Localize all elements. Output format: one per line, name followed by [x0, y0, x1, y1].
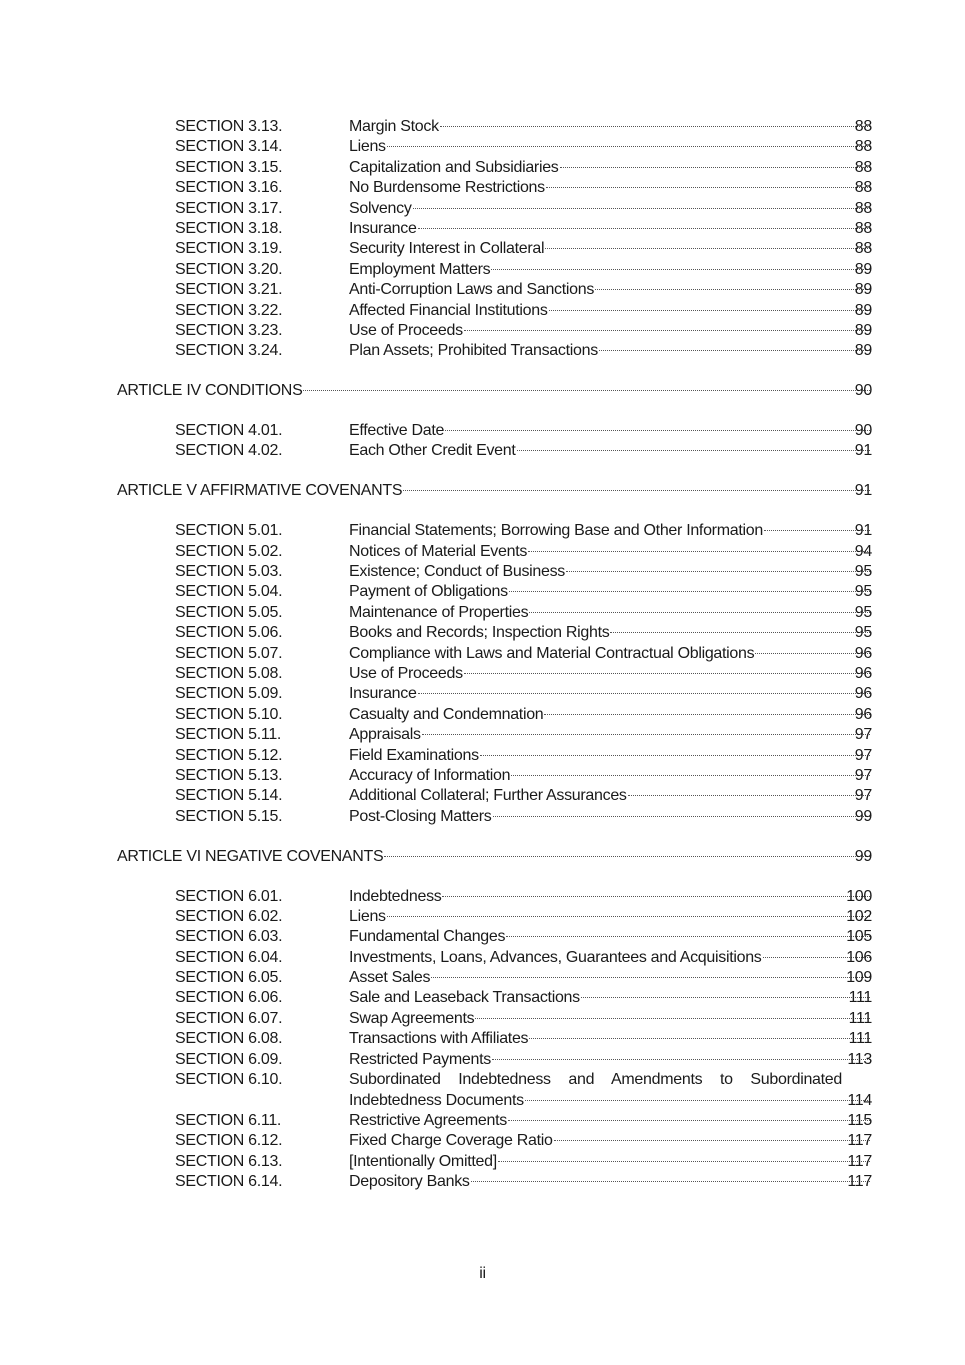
dot-leader	[508, 1120, 870, 1121]
toc-section-row	[0, 521, 965, 541]
section-title: Insurance	[349, 685, 417, 703]
section-title: Accuracy of Information	[349, 766, 511, 784]
page-ref: 105	[846, 928, 872, 946]
dot-leader	[387, 146, 870, 147]
section-title: Additional Collateral; Further Assurances	[349, 787, 627, 805]
section-title: Effective Date	[349, 422, 445, 440]
toc-section-row	[0, 948, 965, 968]
toc-section-row	[0, 927, 965, 947]
page-ref: 97	[854, 746, 872, 764]
entry-title-wrap	[349, 178, 872, 198]
section-number: SECTION 5.06.	[175, 624, 283, 642]
section-title: Liens	[349, 138, 386, 156]
page-ref: 89	[854, 342, 872, 360]
dot-leader	[509, 591, 870, 592]
page-ref: 117	[847, 1132, 872, 1150]
section-number: SECTION 5.07.	[175, 644, 283, 662]
section-title: Existence; Conduct of Business	[349, 563, 566, 581]
section-title: Indebtedness	[349, 887, 442, 905]
page-ref: 97	[854, 787, 872, 805]
section-number: SECTION 3.22.	[175, 301, 283, 319]
section-number: SECTION 5.04.	[175, 583, 283, 601]
toc-section-row	[0, 562, 965, 582]
entry-title-wrap	[349, 725, 872, 745]
toc-section-row	[0, 582, 965, 602]
entry-title-wrap	[349, 1152, 872, 1172]
dot-leader	[566, 571, 870, 572]
page-ref: 94	[854, 542, 872, 560]
dot-leader	[560, 167, 871, 168]
article-title: ARTICLE VI NEGATIVE COVENANTS	[117, 847, 384, 865]
section-title: Investments, Loans, Advances, Guarantees and Acquisitions	[349, 948, 762, 966]
section-number: SECTION 6.13.	[175, 1152, 283, 1170]
toc-section-row	[0, 542, 965, 562]
dot-leader	[528, 551, 870, 552]
page-ref: 95	[854, 563, 872, 581]
page-ref: 97	[854, 766, 872, 784]
page-ref: 89	[854, 260, 872, 278]
toc-section-row	[0, 1050, 965, 1070]
dot-leader	[492, 1059, 870, 1060]
section-number: SECTION 6.02.	[175, 907, 283, 925]
toc-section-row	[0, 137, 965, 157]
entry-title-wrap	[349, 1009, 872, 1029]
dot-leader	[517, 450, 870, 451]
page-ref: 109	[846, 969, 872, 987]
page-ref: 91	[854, 442, 872, 460]
toc-section-row	[0, 1172, 965, 1192]
page-ref: 89	[854, 301, 872, 319]
section-number: SECTION 6.07.	[175, 1009, 283, 1027]
spacer	[0, 462, 965, 482]
entry-title-wrap	[349, 623, 872, 643]
entry-title-wrap	[349, 746, 872, 766]
section-number: SECTION 5.09.	[175, 685, 283, 703]
section-number: SECTION 3.21.	[175, 281, 283, 299]
page-ref: 100	[846, 887, 872, 905]
entry-title-wrap	[349, 199, 872, 219]
dot-leader	[525, 1100, 870, 1101]
dot-leader	[506, 936, 870, 937]
entry-title-wrap	[349, 1029, 872, 1049]
section-number: SECTION 5.03.	[175, 563, 283, 581]
toc-section-row	[0, 887, 965, 907]
page-ref: 102	[846, 907, 872, 925]
entry-title-wrap	[349, 766, 872, 786]
section-title: Capitalization and Subsidiaries	[349, 158, 559, 176]
entry-title-wrap	[349, 786, 872, 806]
toc-section-row	[0, 321, 965, 341]
toc-article-row	[0, 481, 965, 501]
toc-section-row	[0, 341, 965, 361]
entry-title-wrap	[349, 684, 872, 704]
entry-title-wrap	[349, 158, 872, 178]
page-ref: 91	[854, 482, 872, 500]
spacer	[0, 362, 965, 382]
table-of-contents	[0, 117, 965, 1193]
page-ref: 88	[854, 118, 872, 135]
toc-section-row	[0, 301, 965, 321]
page-ref: 90	[854, 382, 872, 400]
page-ref: 89	[854, 321, 872, 339]
dot-leader	[464, 330, 870, 331]
toc-article-row	[0, 381, 965, 401]
dot-leader	[387, 916, 870, 917]
dot-leader	[422, 734, 870, 735]
section-number: SECTION 3.16.	[175, 179, 283, 197]
article-title: ARTICLE IV CONDITIONS	[117, 382, 303, 400]
page-ref: 97	[854, 726, 872, 744]
section-number: SECTION 3.14.	[175, 138, 283, 156]
toc-section-row	[0, 786, 965, 806]
spacer	[0, 827, 965, 847]
dot-leader	[610, 632, 870, 633]
dot-leader	[440, 126, 870, 127]
toc-section-row	[0, 117, 965, 137]
section-title: Asset Sales	[349, 969, 431, 987]
dot-leader	[595, 289, 870, 290]
section-number: SECTION 3.20.	[175, 260, 283, 278]
entry-title-wrap	[349, 988, 872, 1008]
dot-leader	[544, 714, 870, 715]
toc-section-row	[0, 644, 965, 664]
dot-leader	[445, 430, 870, 431]
page-ref: 111	[848, 1030, 872, 1048]
entry-title-wrap	[349, 1050, 872, 1070]
dot-leader	[529, 612, 870, 613]
section-number: SECTION 6.04.	[175, 948, 283, 966]
toc-section-row	[0, 623, 965, 643]
page-ref: 95	[854, 583, 872, 601]
section-title: Depository Banks	[349, 1173, 470, 1191]
section-title: Use of Proceeds	[349, 664, 463, 682]
entry-title-wrap	[349, 542, 872, 562]
dot-leader	[471, 1181, 870, 1182]
section-title: Liens	[349, 907, 386, 925]
toc-section-row	[0, 1111, 965, 1131]
dot-leader	[628, 795, 870, 796]
entry-title-wrap	[349, 562, 872, 582]
entry-title-wrap	[349, 341, 872, 361]
dot-leader	[545, 248, 870, 249]
page-ref: 117	[847, 1152, 872, 1170]
page-ref: 113	[847, 1050, 872, 1068]
page-ref: 106	[846, 948, 872, 966]
page-ref: 89	[854, 281, 872, 299]
dot-leader	[546, 187, 870, 188]
article-title: ARTICLE V AFFIRMATIVE COVENANTS	[117, 482, 403, 500]
toc-section-row	[0, 441, 965, 461]
toc-section-row	[0, 684, 965, 704]
dot-leader	[303, 390, 870, 391]
entry-title-wrap	[349, 664, 872, 684]
entry-title-wrap	[349, 1131, 872, 1151]
dot-leader	[480, 755, 870, 756]
section-title: Payment of Obligations	[349, 583, 508, 601]
entry-title-wrap	[349, 117, 872, 137]
dot-leader	[418, 228, 870, 229]
page-ref: 96	[854, 685, 872, 703]
page-ref: 111	[848, 989, 872, 1007]
entry-title-wrap	[349, 321, 872, 341]
toc-section-row	[0, 907, 965, 927]
page-ref: 90	[854, 422, 872, 440]
dot-leader	[599, 350, 870, 351]
section-number: SECTION 5.10.	[175, 705, 283, 723]
page-ref: 95	[854, 624, 872, 642]
section-number: SECTION 6.05.	[175, 969, 283, 987]
page-ref: 91	[854, 522, 872, 540]
entry-title-wrap	[349, 968, 872, 988]
entry-title-wrap	[349, 280, 872, 300]
dot-leader	[581, 997, 870, 998]
section-title: Books and Records; Inspection Rights	[349, 624, 610, 642]
section-title: Post-Closing Matters	[349, 807, 492, 825]
dot-leader	[498, 1161, 870, 1162]
entry-title-wrap	[349, 421, 872, 441]
dot-leader	[755, 653, 870, 654]
section-number: SECTION 6.10.	[175, 1071, 283, 1089]
toc-section-row	[0, 664, 965, 684]
entry-title-wrap	[117, 381, 872, 401]
section-title: Field Examinations	[349, 746, 479, 764]
section-title: Casualty and Condemnation	[349, 705, 544, 723]
page-ref: 88	[854, 219, 872, 237]
toc-section-row	[0, 1009, 965, 1029]
page-ref: 115	[847, 1112, 872, 1130]
section-number: SECTION 5.05.	[175, 603, 283, 621]
section-number: SECTION 3.18.	[175, 219, 283, 237]
section-number: SECTION 3.23.	[175, 321, 283, 339]
spacer	[0, 502, 965, 522]
section-title: Anti-Corruption Laws and Sanctions	[349, 281, 595, 299]
section-title: Restricted Payments	[349, 1050, 491, 1068]
page-ref: 111	[848, 1009, 872, 1027]
entry-title-wrap	[349, 1091, 872, 1111]
toc-section-row	[0, 603, 965, 623]
section-number: SECTION 5.14.	[175, 787, 283, 805]
toc-article-row	[0, 847, 965, 867]
toc-section-row	[0, 199, 965, 219]
dot-leader	[554, 1140, 870, 1141]
toc-section-row	[0, 968, 965, 988]
section-title: Subordinated Indebtedness and Amendments to Subordinated	[349, 1071, 842, 1089]
section-title: Sale and Leaseback Transactions	[349, 989, 580, 1007]
section-number: SECTION 6.11.	[175, 1112, 282, 1130]
section-number: SECTION 6.03.	[175, 928, 283, 946]
dot-leader	[493, 816, 871, 817]
entry-title-wrap	[349, 521, 872, 541]
section-title: Financial Statements; Borrowing Base and Other Information	[349, 522, 763, 540]
page-ref: 96	[854, 705, 872, 723]
entry-title-wrap	[349, 301, 872, 321]
section-title: Maintenance of Properties	[349, 603, 529, 621]
dot-leader	[413, 208, 870, 209]
section-title-continued: Indebtedness Documents	[349, 1091, 524, 1109]
entry-title-wrap	[349, 239, 872, 259]
page-ref: 117	[847, 1173, 872, 1191]
page-ref: 88	[854, 240, 872, 258]
section-number: SECTION 5.02.	[175, 542, 283, 560]
section-number: SECTION 5.08.	[175, 664, 283, 682]
page-ref: 99	[854, 847, 872, 865]
dot-leader	[529, 1038, 870, 1039]
entry-title-wrap	[349, 582, 872, 602]
section-title: Use of Proceeds	[349, 321, 463, 339]
section-number: SECTION 6.01.	[175, 887, 283, 905]
spacer	[0, 402, 965, 422]
entry-title-wrap	[349, 137, 872, 157]
toc-section-row	[0, 725, 965, 745]
toc-section-row	[0, 239, 965, 259]
page-ref: 88	[854, 158, 872, 176]
dot-leader	[442, 896, 870, 897]
section-number: SECTION 5.13.	[175, 766, 283, 784]
section-title: Plan Assets; Prohibited Transactions	[349, 342, 598, 360]
entry-title-wrap	[349, 1111, 872, 1131]
toc-section-row	[0, 178, 965, 198]
page-ref: 95	[854, 603, 872, 621]
dot-leader	[418, 693, 870, 694]
spacer	[0, 867, 965, 887]
toc-section-row	[0, 807, 965, 827]
section-title: Affected Financial Institutions	[349, 301, 548, 319]
toc-section-row	[0, 988, 965, 1008]
section-title: Restrictive Agreements	[349, 1112, 507, 1130]
page-ref: 88	[854, 179, 872, 197]
section-number: SECTION 6.09.	[175, 1050, 283, 1068]
section-number: SECTION 5.11.	[175, 726, 282, 744]
entry-title-wrap	[349, 887, 872, 907]
section-number: SECTION 4.01.	[175, 422, 283, 440]
entry-title-wrap	[349, 260, 872, 280]
section-number: SECTION 5.12.	[175, 746, 283, 764]
section-number: SECTION 6.06.	[175, 989, 283, 1007]
entry-title-wrap	[349, 603, 872, 623]
entry-title-wrap	[349, 705, 872, 725]
page-ref: 96	[854, 644, 872, 662]
section-title: Employment Matters	[349, 260, 491, 278]
section-title: Transactions with Affiliates	[349, 1030, 529, 1048]
section-number: SECTION 6.08.	[175, 1030, 283, 1048]
section-title: Fixed Charge Coverage Ratio	[349, 1132, 553, 1150]
dot-leader	[511, 775, 870, 776]
toc-section-row	[0, 421, 965, 441]
toc-section-row	[0, 1131, 965, 1151]
section-title: No Burdensome Restrictions	[349, 179, 545, 197]
entry-title-wrap	[349, 644, 872, 664]
page-ref: 114	[847, 1091, 872, 1109]
page-ref: 88	[854, 138, 872, 156]
page-number: ii	[479, 1265, 486, 1282]
dot-leader	[384, 856, 870, 857]
dot-leader	[475, 1018, 870, 1019]
section-number: SECTION 4.02.	[175, 442, 283, 460]
toc-section-row	[0, 158, 965, 178]
entry-title-wrap	[349, 907, 872, 927]
section-title: Security Interest in Collateral	[349, 240, 545, 258]
entry-title-wrap	[349, 441, 872, 461]
dot-leader	[403, 490, 870, 491]
section-number: SECTION 3.19.	[175, 240, 283, 258]
section-number: SECTION 3.24.	[175, 342, 283, 360]
toc-section-row	[0, 260, 965, 280]
page-ref: 88	[854, 199, 872, 217]
section-title: Swap Agreements	[349, 1009, 475, 1027]
section-number: SECTION 6.14.	[175, 1173, 283, 1191]
page-ref: 99	[854, 807, 872, 825]
toc-section-row	[0, 1152, 965, 1172]
page-ref: 96	[854, 664, 872, 682]
toc-section-row	[0, 705, 965, 725]
section-number: SECTION 6.12.	[175, 1132, 283, 1150]
section-number: SECTION 5.01.	[175, 522, 283, 540]
toc-section-row	[0, 280, 965, 300]
section-title: Notices of Material Events	[349, 542, 528, 560]
section-number: SECTION 3.17.	[175, 199, 283, 217]
entry-title-wrap	[349, 927, 872, 947]
section-title: Each Other Credit Event	[349, 442, 516, 460]
dot-leader	[431, 977, 870, 978]
section-title: Margin Stock	[349, 118, 439, 135]
toc-section-row	[0, 219, 965, 239]
dot-leader	[549, 310, 870, 311]
entry-title-wrap	[117, 481, 872, 501]
section-title: Solvency	[349, 199, 412, 217]
dot-leader	[464, 673, 870, 674]
section-title: Fundamental Changes	[349, 928, 506, 946]
entry-title-wrap	[349, 219, 872, 239]
section-title: Compliance with Laws and Material Contractual Obligations	[349, 644, 755, 662]
entry-title-wrap	[349, 1172, 872, 1192]
section-title: Appraisals	[349, 726, 421, 744]
toc-section-row	[0, 1029, 965, 1049]
entry-title-wrap	[349, 807, 872, 827]
toc-section-row	[0, 766, 965, 786]
section-title: Insurance	[349, 219, 417, 237]
section-number: SECTION 3.15.	[175, 158, 283, 176]
entry-title-wrap	[349, 948, 872, 968]
dot-leader	[491, 269, 870, 270]
entry-title-wrap	[117, 847, 872, 867]
toc-section-row	[0, 1070, 965, 1111]
section-title: [Intentionally Omitted]	[349, 1152, 497, 1170]
section-number: SECTION 5.15.	[175, 807, 283, 825]
toc-section-row	[0, 746, 965, 766]
section-number: SECTION 3.13.	[175, 118, 283, 135]
